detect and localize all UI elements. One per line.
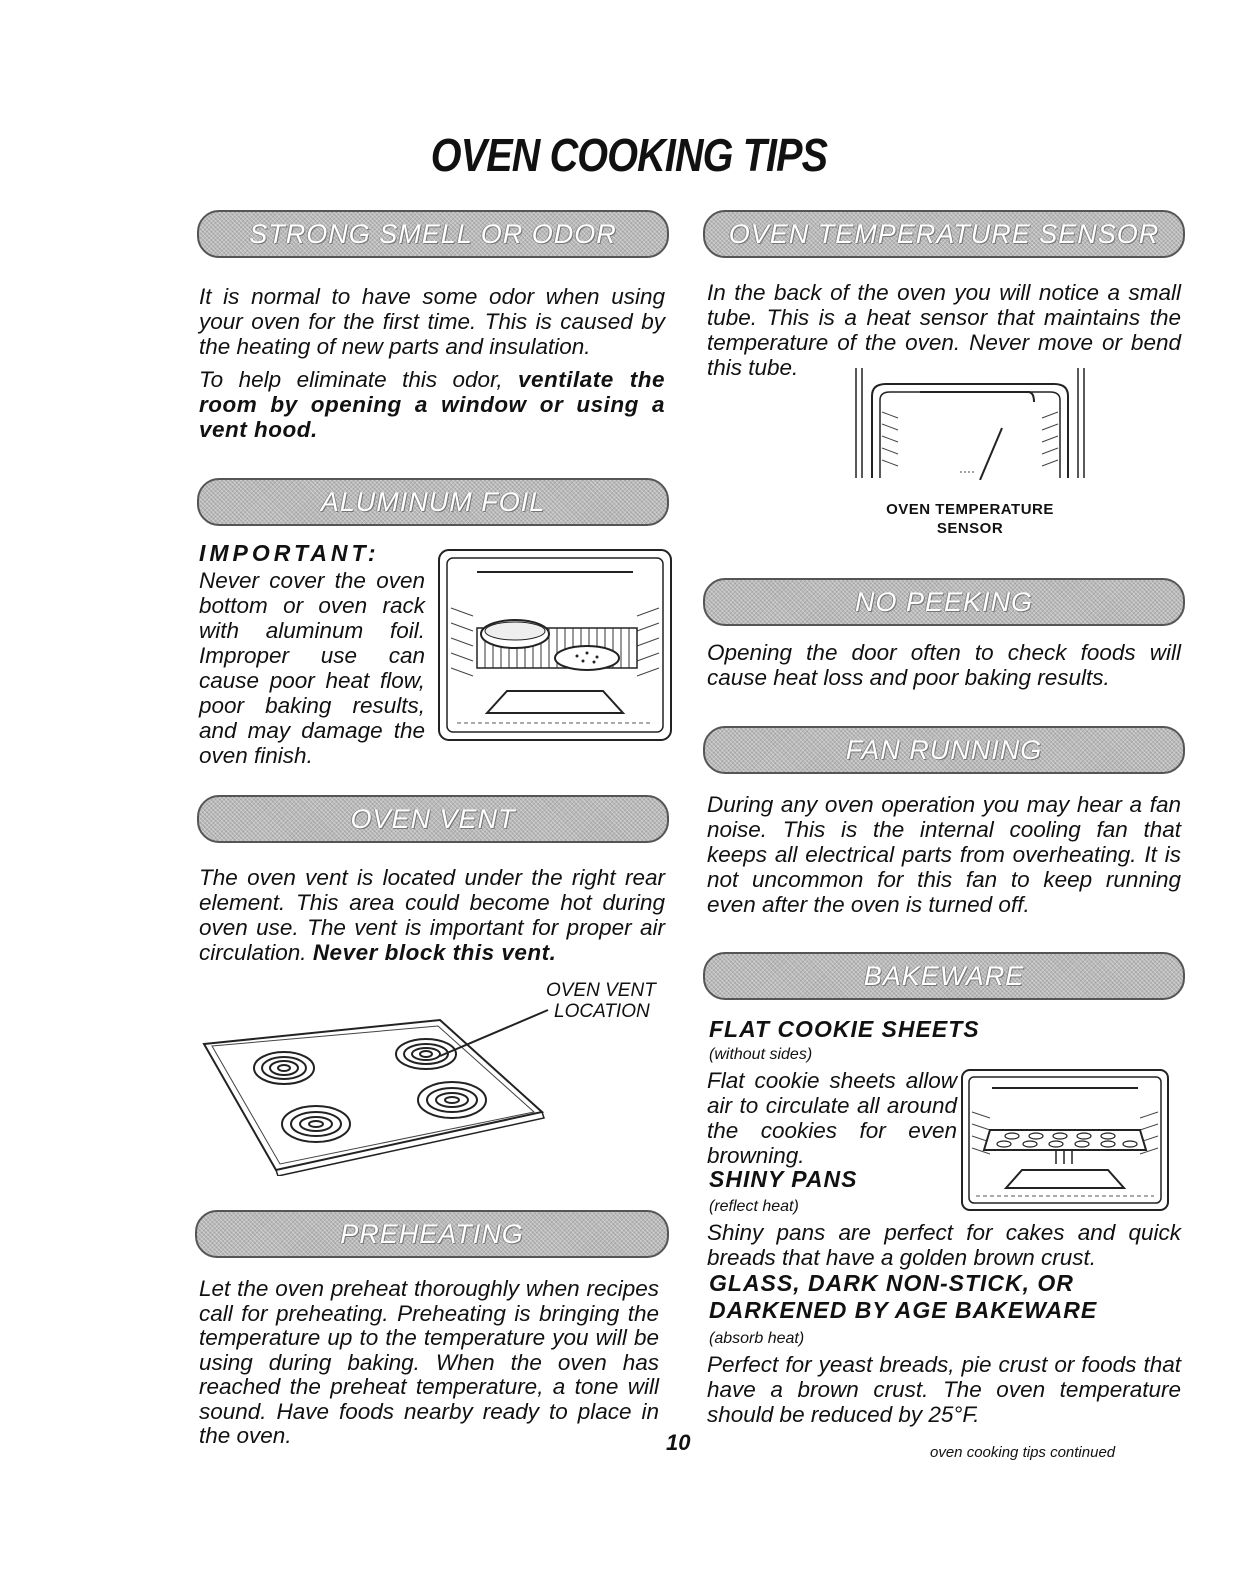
bakeware-heading: BAKEWARE: [863, 960, 1025, 991]
cookie-sheet-oven-illustration: [960, 1068, 1170, 1212]
strong-smell-heading: STRONG SMELL OR ODOR: [249, 218, 617, 249]
oven-temperature-sensor-heading-banner: [703, 210, 1185, 258]
oven-vent-location-label: [546, 980, 656, 1022]
oven-vent-heading: OVEN VENT: [350, 803, 516, 834]
shiny-pans-paragraph: Shiny pans are perfect for cakes and quick breads that have a golden brown crust.: [707, 1220, 1181, 1270]
oven-vent-bold-text: Never block this vent.: [312, 940, 557, 965]
oven-vent-label-line2: LOCATION: [554, 1001, 650, 1022]
oven-temperature-sensor-heading: OVEN TEMPERATURE SENSOR: [728, 218, 1160, 249]
preheating-paragraph: Let the oven preheat thoroughly when recipes call for preheating. Preheating is bringing the temperature up to the temperature you will be using during baking. When the oven has reached the preheat temperature, a tone will sound. Have foods nearby ready to place in the oven.: [199, 1276, 659, 1448]
bakeware-heading-banner: [703, 952, 1185, 1000]
fan-running-heading: FAN RUNNING: [845, 734, 1043, 765]
cooktop-vent-illustration: [200, 1004, 560, 1176]
oven-sensor-illustration: [850, 368, 1090, 480]
page-title: OVEN COOKING TIPS: [430, 129, 828, 181]
no-peeking-heading: NO PEEKING: [854, 586, 1034, 617]
shiny-pans-title: SHINY PANS: [709, 1166, 858, 1192]
glass-dark-bakeware-subtitle: (absorb heat): [709, 1330, 805, 1347]
strong-smell-paragraph: It is normal to have some odor when using your oven for the first time. This is caused by the heating of new parts and insulation.: [199, 284, 665, 359]
sensor-label-line1: OVEN TEMPERATURE: [886, 501, 1054, 518]
preheating-heading-banner: [195, 1210, 669, 1258]
glass-dark-bakeware-paragraph: Perfect for yeast breads, pie crust or foods that have a brown crust. The oven temperature should be reduced by 25°F.: [707, 1352, 1181, 1427]
glass-title-line1: GLASS, DARK NON-STICK, OR: [709, 1270, 1074, 1296]
oven-temperature-sensor-label: [860, 500, 1080, 538]
strong-smell-heading-banner: [197, 210, 669, 258]
ventilation-lead-text: To help eliminate this odor,: [199, 367, 503, 392]
shiny-pans-subtitle: (reflect heat): [709, 1198, 799, 1215]
aluminum-foil-paragraph: Never cover the oven bottom or oven rack with aluminum foil. Improper use can cause poor heat flow, poor baking results, and may damage the oven finish.: [199, 568, 425, 768]
aluminum-foil-heading-banner: [197, 478, 669, 526]
flat-cookie-sheets-title: FLAT COOKIE SHEETS: [709, 1016, 980, 1042]
no-peeking-heading-banner: [703, 578, 1185, 626]
flat-cookie-sheets-paragraph: Flat cookie sheets allow air to circulate all around the cookies for even browning.: [707, 1068, 957, 1168]
flat-cookie-sheets-subtitle: (without sides): [709, 1046, 813, 1063]
important-label: IMPORTANT:: [199, 540, 380, 566]
oven-vent-text: The oven vent is located under the right rear element. This area could become hot during oven use. The vent is important for proper air circulation.: [199, 865, 665, 965]
no-peeking-paragraph: Opening the door often to check foods will cause heat loss and poor baking results.: [707, 640, 1181, 690]
strong-smell-ventilation-paragraph: [199, 367, 665, 442]
glass-dark-bakeware-title: [709, 1270, 1097, 1324]
fan-running-paragraph: During any oven operation you may hear a fan noise. This is the internal cooling fan that keeps all electrical parts from overheating. It is not uncommon for this fan to keep running even after the oven is turned off.: [707, 792, 1181, 917]
oven-rack-pie-illustration: [437, 548, 673, 742]
page-number: 10: [666, 1430, 691, 1455]
fan-running-heading-banner: [703, 726, 1185, 774]
ventilation-bold-text: ventilate the room by opening a window or using a vent hood.: [199, 367, 665, 442]
preheating-heading: PREHEATING: [340, 1218, 524, 1249]
oven-vent-paragraph: [199, 865, 665, 965]
aluminum-foil-heading: ALUMINUM FOIL: [320, 486, 546, 517]
sensor-label-line2: SENSOR: [936, 520, 1004, 537]
oven-vent-label-line1: OVEN VENT: [546, 980, 656, 1001]
oven-temperature-sensor-paragraph: In the back of the oven you will notice a small tube. This is a heat sensor that maintains the temperature of the oven. Never move or bend this tube.: [707, 280, 1181, 380]
glass-title-line2: DARKENED BY AGE BAKEWARE: [709, 1297, 1098, 1323]
continued-note: oven cooking tips continued: [930, 1444, 1116, 1461]
oven-vent-heading-banner: [197, 795, 669, 843]
